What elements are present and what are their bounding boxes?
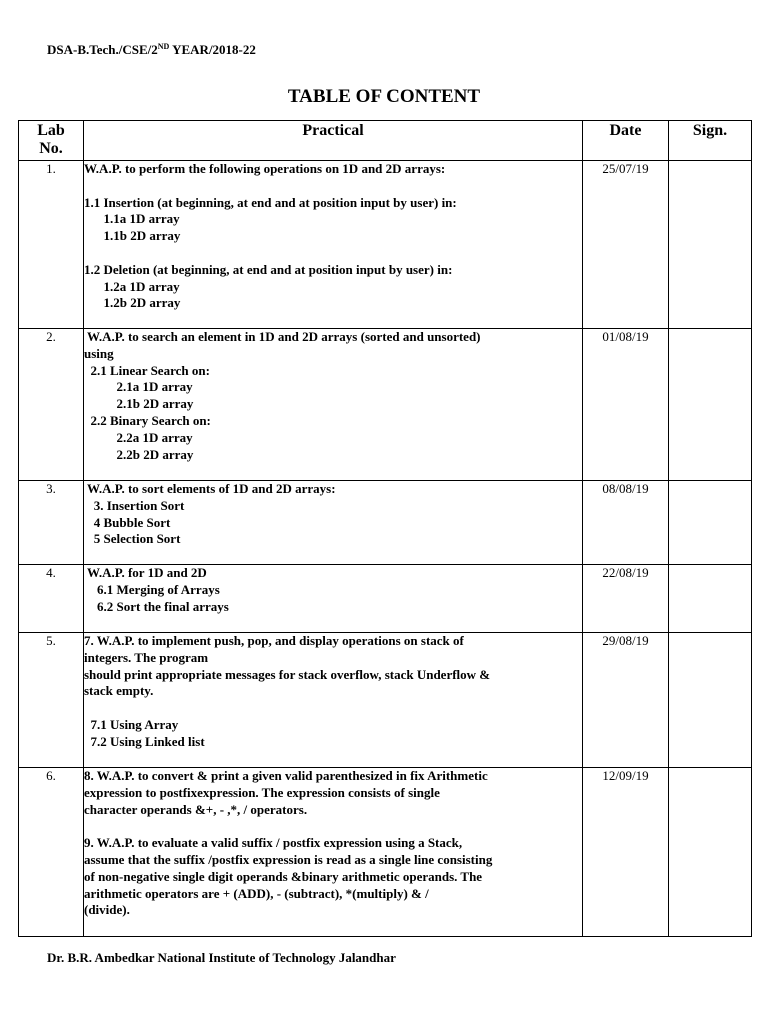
practical-line: assume that the suffix /postfix expression is read as a single line consisting xyxy=(84,851,493,867)
practical-line: integers. The program xyxy=(84,649,209,665)
practical-line xyxy=(84,245,582,262)
practical-cell xyxy=(84,768,583,937)
practical-line: 3. Insertion Sort xyxy=(84,497,185,513)
signature-cell xyxy=(669,565,752,633)
practical-line: 7.2 Using Linked list xyxy=(84,733,205,749)
table-row xyxy=(19,565,752,633)
practical-line: 1.2 Deletion (at beginning, at end and at position input by user) in: xyxy=(84,261,453,277)
practical-line: 1.1b 2D array xyxy=(84,228,181,244)
column-header-practical: Practical xyxy=(84,121,583,161)
signature-cell xyxy=(669,329,752,481)
table-body xyxy=(19,161,752,937)
practical-cell xyxy=(84,633,583,768)
practical-line: 7.1 Using Array xyxy=(84,716,179,732)
practical-line: using xyxy=(84,345,114,361)
practical-line: 2.1a 1D array xyxy=(84,379,193,395)
practical-line: 5 Selection Sort xyxy=(84,531,181,547)
practical-line: expression to postfixexpression. The expression consists of single xyxy=(84,784,440,800)
practical-line: 1.1a 1D array xyxy=(84,211,180,227)
practical-line: 2.1 Linear Search on: xyxy=(84,362,210,378)
practical-line: W.A.P. for 1D and 2D xyxy=(84,565,207,580)
date-cell: 12/09/19 xyxy=(583,768,669,937)
practical-line: arithmetic operators are + (ADD), - (subtract), *(multiply) & / xyxy=(84,885,429,901)
document-footer: Dr. B.R. Ambedkar National Institute of Technology Jalandhar xyxy=(47,950,396,965)
practical-line: 2.2b 2D array xyxy=(84,446,194,462)
table-row xyxy=(19,329,752,481)
date-cell: 29/08/19 xyxy=(583,633,669,768)
practical-line: 1.2a 1D array xyxy=(84,278,180,294)
practical-line: W.A.P. to perform the following operations on 1D and 2D arrays: xyxy=(84,161,446,176)
practical-line: 2.1b 2D array xyxy=(84,396,194,412)
practical-line: W.A.P. to sort elements of 1D and 2D arrays: xyxy=(84,481,336,496)
practical-cell xyxy=(84,565,583,633)
column-header-lab: Lab No. xyxy=(19,121,84,161)
lab-number-cell: 5. xyxy=(19,633,84,768)
table-row xyxy=(19,768,752,937)
practical-cell xyxy=(84,161,583,329)
lab-number-cell: 6. xyxy=(19,768,84,937)
table-row xyxy=(19,161,752,329)
practical-line: 6.1 Merging of Arrays xyxy=(84,581,220,597)
table-of-content xyxy=(18,120,752,937)
table-header-row xyxy=(19,121,752,161)
practical-line: should print appropriate messages for stack overflow, stack Underflow & xyxy=(84,666,491,682)
lab-number-cell: 2. xyxy=(19,329,84,481)
practical-line: 7. W.A.P. to implement push, pop, and display operations on stack of xyxy=(84,633,464,648)
practical-line: of non-negative single digit operands &binary arithmetic operands. The xyxy=(84,868,483,884)
lab-number-cell: 3. xyxy=(19,481,84,565)
date-cell: 08/08/19 xyxy=(583,481,669,565)
table-row xyxy=(19,633,752,768)
table-row xyxy=(19,481,752,565)
lab-number-cell: 4. xyxy=(19,565,84,633)
practical-line: 2.2a 1D array xyxy=(84,429,193,445)
practical-line: 2.2 Binary Search on: xyxy=(84,412,211,428)
signature-cell xyxy=(669,768,752,937)
header-course-suffix: YEAR/2018-22 xyxy=(169,42,256,57)
date-cell: 22/08/19 xyxy=(583,565,669,633)
document-header xyxy=(47,42,256,58)
practical-line: 4 Bubble Sort xyxy=(84,514,171,530)
signature-cell xyxy=(669,481,752,565)
practical-line: 6.2 Sort the final arrays xyxy=(84,598,229,614)
practical-cell xyxy=(84,329,583,481)
lab-number-cell: 1. xyxy=(19,161,84,329)
practical-line: 1.2b 2D array xyxy=(84,295,181,311)
practical-line xyxy=(84,700,582,717)
practical-line xyxy=(84,178,582,195)
practical-line: (divide). xyxy=(84,902,130,918)
practical-line: character operands &+, - ,*, / operators. xyxy=(84,801,308,817)
header-course-prefix: DSA-B.Tech./CSE/2 xyxy=(47,42,158,57)
signature-cell xyxy=(669,161,752,329)
column-header-sign: Sign. xyxy=(669,121,752,161)
practical-line: 8. W.A.P. to convert & print a given valid parenthesized in fix Arithmetic xyxy=(84,768,488,783)
practical-line: 1.1 Insertion (at beginning, at end and at position input by user) in: xyxy=(84,194,457,210)
practical-line xyxy=(84,818,582,835)
practical-line: stack empty. xyxy=(84,683,154,699)
column-header-date: Date xyxy=(583,121,669,161)
practical-line: 9. W.A.P. to evaluate a valid suffix / postfix expression using a Stack, xyxy=(84,835,463,851)
date-cell: 25/07/19 xyxy=(583,161,669,329)
signature-cell xyxy=(669,633,752,768)
page-title: TABLE OF CONTENT xyxy=(287,86,481,107)
practical-line: W.A.P. to search an element in 1D and 2D arrays (sorted and unsorted) xyxy=(84,329,481,344)
date-cell: 01/08/19 xyxy=(583,329,669,481)
header-superscript: ND xyxy=(157,42,170,51)
practical-cell xyxy=(84,481,583,565)
